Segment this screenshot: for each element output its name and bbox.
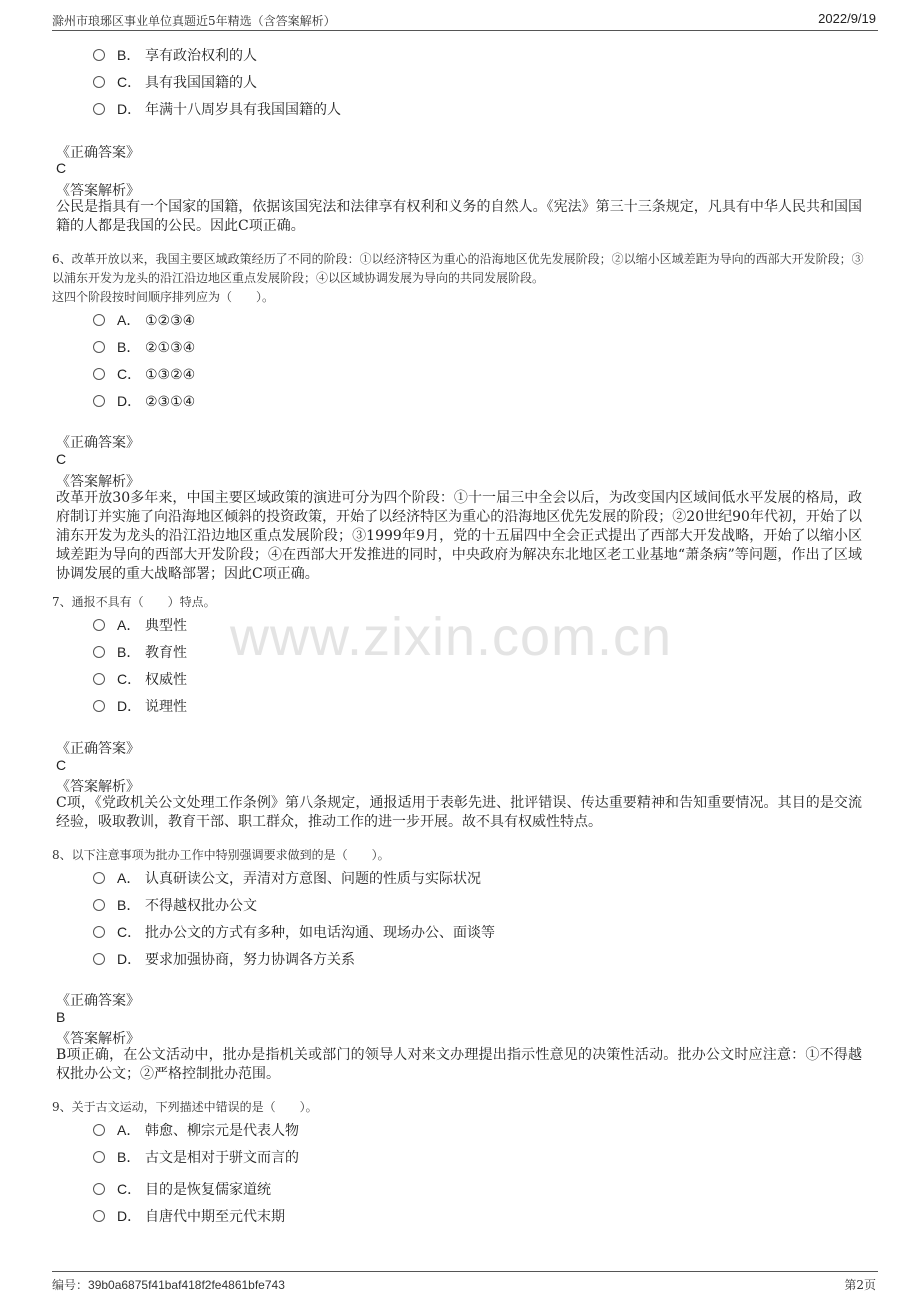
analysis-label: 《答案解析》 (56, 183, 140, 199)
option-q6-a[interactable]: A． ①②③④ (93, 309, 195, 331)
radio-icon[interactable] (93, 673, 105, 685)
question-stem-2: 这四个阶段按时间顺序排列应为（ ）。 (52, 290, 275, 304)
radio-icon[interactable] (93, 395, 105, 407)
answer-value: B (56, 1009, 66, 1025)
option-q6-d[interactable]: D． ②③①④ (93, 390, 195, 412)
option-q6-b[interactable]: B． ②①③④ (93, 336, 195, 358)
document-date: 2022/9/19 (818, 11, 876, 26)
radio-icon[interactable] (93, 368, 105, 380)
radio-icon[interactable] (93, 314, 105, 326)
document-id: 编号：39b0a6875f41baf418f2fe4861bfe743 (52, 1278, 285, 1292)
radio-icon[interactable] (93, 953, 105, 965)
question-stem: 9、关于古文运动，下列描述中错误的是（ ）。 (52, 1100, 318, 1114)
radio-icon[interactable] (93, 76, 105, 88)
option-q9-d[interactable]: D． 自唐代中期至元代末期 (93, 1205, 285, 1227)
option-q8-c[interactable]: C． 批办公文的方式有多种，如电话沟通、现场办公、面谈等 (93, 921, 495, 943)
analysis-label: 《答案解析》 (56, 1031, 140, 1047)
analysis-label: 《答案解析》 (56, 779, 140, 795)
option-q8-d[interactable]: D． 要求加强协商，努力协调各方关系 (93, 948, 355, 970)
option-q7-b[interactable]: B． 教育性 (93, 641, 187, 663)
analysis-text: 改革开放30多年来，中国主要区域政策的演进可分为四个阶段：①十一届三中全会以后，为改变国内区域间低水平发展的格局，政府制订并实施了向沿海地区倾斜的投资政策，开始了以经济特区为重心的沿海地区优先发展的阶段；②20世纪90年代初，开始了以浦东开发为龙头的沿江沿边地区重点发展阶段；③1999年9月，党的十五届四中全会正式提出了西部大开发战略，开始了以缩小区域差距为导向的西部大开发阶段；④在西部大开发推进的同时，中央政府为解决东北地区老工业基地“萧条病”等问题，作出了区域协调发展的重大战略部署；因此C项正确。 (56, 490, 862, 582)
option-q8-a[interactable]: A． 认真研读公文，弄清对方意图、问题的性质与实际状况 (93, 867, 481, 889)
option-q7-a[interactable]: A． 典型性 (93, 614, 187, 636)
option-q5-c[interactable]: C． 具有我国国籍的人 (93, 71, 257, 93)
radio-icon[interactable] (93, 700, 105, 712)
radio-icon[interactable] (93, 899, 105, 911)
document-title: 滁州市琅琊区事业单位真题近5年精选（含答案解析） (52, 14, 336, 28)
option-q6-c[interactable]: C． ①③②④ (93, 363, 195, 385)
option-q7-c[interactable]: C． 权威性 (93, 668, 187, 690)
radio-icon[interactable] (93, 619, 105, 631)
option-q9-c[interactable]: C． 目的是恢复儒家道统 (93, 1178, 271, 1200)
question-stem: 7、通报不具有（ ）特点。 (52, 595, 216, 609)
answer-label: 《正确答案》 (56, 145, 140, 161)
analysis-label: 《答案解析》 (56, 474, 140, 490)
radio-icon[interactable] (93, 1183, 105, 1195)
radio-icon[interactable] (93, 1210, 105, 1222)
option-q5-d[interactable]: D． 年满十八周岁具有我国国籍的人 (93, 98, 341, 120)
answer-label: 《正确答案》 (56, 741, 140, 757)
analysis-text: C项，《党政机关公文处理工作条例》第八条规定，通报适用于表彰先进、批评错误、传达重要精神和告知重要情况。其目的是交流经验，吸取教训，教育干部、职工群众，推动工作的进一步开展。故不具有权威性特点。 (56, 795, 862, 830)
answer-value: C (56, 757, 67, 773)
radio-icon[interactable] (93, 646, 105, 658)
radio-icon[interactable] (93, 1151, 105, 1163)
option-q7-d[interactable]: D． 说理性 (93, 695, 187, 717)
option-q8-b[interactable]: B． 不得越权批办公文 (93, 894, 257, 916)
page-header (52, 12, 878, 31)
analysis-text: B项正确，在公文活动中，批办是指机关或部门的领导人对来文办理提出指示性意见的决策性活动。批办公文时应注意：①不得越权批办公文；②严格控制批办范围。 (56, 1047, 862, 1082)
radio-icon[interactable] (93, 926, 105, 938)
option-q9-a[interactable]: A． 韩愈、柳宗元是代表人物 (93, 1119, 299, 1141)
analysis-text: 公民是指具有一个国家的国籍，依据该国宪法和法律享有权利和义务的自然人。《宪法》第三十三条规定，凡具有中华人民共和国国籍的人都是我国的公民。因此C项正确。 (56, 199, 862, 234)
answer-label: 《正确答案》 (56, 993, 140, 1009)
question-stem: 8、以下注意事项为批办工作中特别强调要求做到的是（ ）。 (52, 848, 390, 862)
radio-icon[interactable] (93, 103, 105, 115)
watermark: www.zixin.com.cn (230, 607, 673, 667)
radio-icon[interactable] (93, 872, 105, 884)
question-stem: 6、改革开放以来，我国主要区域政策经历了不同的阶段：①以经济特区为重心的沿海地区优先发展阶段；②以缩小区域差距为导向的西部大开发阶段；③以浦东开发为龙头的沿江沿边地区重点发展阶段；④以区域协调发展为导向的共同发展阶段。 (52, 252, 864, 285)
page-number: 第2页 (844, 1278, 876, 1292)
radio-icon[interactable] (93, 341, 105, 353)
radio-icon[interactable] (93, 1124, 105, 1136)
answer-value: C (56, 451, 67, 467)
option-q5-b[interactable]: B． 享有政治权利的人 (93, 44, 257, 66)
page-footer (52, 1271, 878, 1300)
answer-value: C (56, 160, 67, 176)
answer-label: 《正确答案》 (56, 435, 140, 451)
radio-icon[interactable] (93, 49, 105, 61)
option-q9-b[interactable]: B． 古文是相对于骈文而言的 (93, 1146, 299, 1168)
